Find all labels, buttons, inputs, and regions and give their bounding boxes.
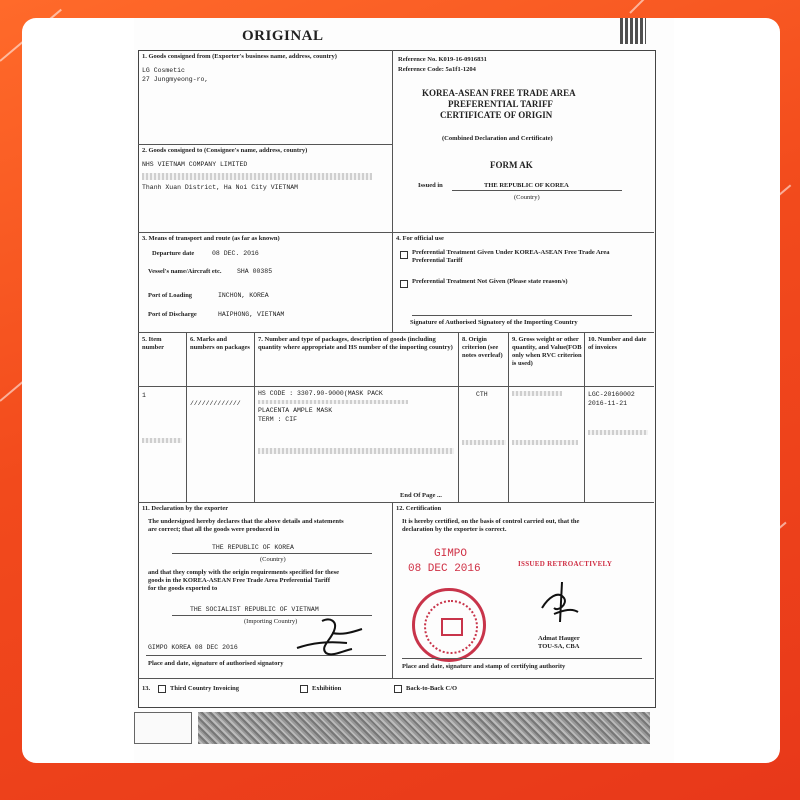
box2-label: 2. Goods consigned to (Consignee's name, address, country) [142, 147, 308, 154]
hs-code: HS CODE : 3307.90-9000(MASK PACK [258, 390, 383, 397]
col-marks: 6. Marks and numbers on packages [190, 336, 250, 351]
third-country-checkbox[interactable] [158, 685, 166, 693]
importing-signatory-caption: Signature of Authorised Signatory of the Importing Country [410, 319, 578, 326]
stamp-place: GIMPO [434, 548, 468, 560]
issued-label: Issued in [418, 182, 443, 189]
officer-org: TOU-SA, CBA [538, 643, 580, 650]
issued-country-caption: (Country) [514, 194, 540, 201]
redacted-address [142, 173, 372, 180]
col-item-number: 5. Item number [142, 336, 165, 351]
consignee-name: NHS VIETNAM COMPANY LIMITED [142, 161, 248, 168]
third-country-label: Third Country Invoicing [170, 685, 239, 692]
preferential-not-given-label: Preferential Treatment Not Given (Please state reason/s) [412, 278, 568, 285]
box1-label: 1. Goods consigned from (Exporter's business name, address, country) [142, 53, 337, 60]
producing-country: THE REPUBLIC OF KOREA [212, 544, 294, 551]
marks-value: ///////////// [190, 400, 241, 407]
end-of-page: End Of Page ... [400, 492, 442, 499]
box11-text2: are correct; that all the goods were produced in [148, 526, 280, 533]
invoice-number: LGC-20160002 [588, 391, 635, 398]
certifier-caption: Place and date, signature and stamp of certifying authority [402, 663, 566, 670]
decor-stripe [629, 0, 659, 14]
col-description: 7. Number and type of packages, description of goods (including quantity where appropriate and HS number of the importing country) [258, 336, 453, 351]
box12-text2: declaration by the exporter is correct. [402, 526, 507, 533]
form-title-line1: KOREA-ASEAN FREE TRADE AREA [422, 88, 576, 98]
redacted-line [258, 448, 454, 454]
exporter-signature [292, 613, 372, 658]
document-frame [22, 18, 780, 763]
vessel-value: SHA 00385 [237, 268, 273, 275]
bottom-box [134, 712, 192, 744]
form-name: FORM AK [490, 160, 533, 170]
box12-label: 12. Certification [396, 505, 442, 512]
redacted-weight [512, 440, 578, 445]
exhibition-checkbox[interactable] [300, 685, 308, 693]
preferential-not-given-checkbox[interactable] [400, 280, 408, 288]
discharge-label: Port of Discharge [148, 311, 197, 318]
redacted-line [258, 400, 408, 404]
box4-label: 4. For official use [396, 235, 444, 242]
box3-label: 3. Means of transport and route (as far as known) [142, 235, 280, 242]
redacted-weight [512, 391, 562, 396]
preferential-given-checkbox[interactable] [400, 251, 408, 259]
reference-number: Reference No. K019-16-0916831 [398, 56, 487, 63]
departure-value: 08 DEC. 2016 [212, 250, 259, 257]
issued-retroactively: ISSUED RETROACTIVELY [518, 560, 613, 568]
col-invoices: 10. Number and date of invoices [588, 336, 647, 351]
redacted-criterion [462, 440, 506, 445]
reference-code: Reference Code: 5a1f1-1204 [398, 66, 476, 73]
back-to-back-label: Back-to-Back C/O [406, 685, 458, 692]
redacted-barcode [198, 712, 650, 744]
vessel-label: Vessel's name/Aircraft etc. [148, 268, 222, 275]
invoice-date: 2016-11-21 [588, 400, 628, 407]
form-title-line2: PREFERENTIAL TARIFF [448, 99, 553, 109]
redacted-invoice [588, 430, 648, 435]
officer-name: Admat Hauger [538, 635, 580, 642]
loading-value: INCHON, KOREA [218, 292, 269, 299]
exporter-name: LG Cosmetic [142, 67, 185, 74]
box12-text1: It is hereby certified, on the basis of control carried out, that the [402, 518, 580, 525]
page-title: ORIGINAL [242, 28, 324, 44]
col-origin-criterion: 8. Origin criterion (see notes overleaf) [462, 336, 503, 359]
producing-country-caption: (Country) [260, 556, 286, 563]
issued-country: THE REPUBLIC OF KOREA [484, 182, 569, 189]
exporter-address: 27 Jungmyeong-ro, [142, 76, 209, 83]
col-gross-weight: 9. Gross weight or other quantity, and Value(FOB only when RVC criterion is used) [512, 336, 582, 367]
certifier-signature [534, 578, 584, 628]
box11-text3: and that they comply with the origin requirements specified for these [148, 569, 340, 576]
item-number: 1 [142, 392, 146, 399]
form-title-line3: CERTIFICATE OF ORIGIN [440, 110, 553, 120]
redacted-marks [142, 438, 182, 443]
exporter-place-date: GIMPO KOREA 08 DEC 2016 [148, 644, 238, 651]
discharge-value: HAIPHONG, VIETNAM [218, 311, 285, 318]
form-combined: (Combined Declaration and Certificate) [442, 135, 553, 142]
exporter-signature-caption: Place and date, signature of authorised signatory [148, 660, 284, 667]
box11-text5: for the goods exported to [148, 585, 218, 592]
exhibition-label: Exhibition [312, 685, 342, 692]
qr-code-icon [620, 18, 646, 44]
departure-label: Departure date [152, 250, 195, 257]
back-to-back-checkbox[interactable] [394, 685, 402, 693]
stamp-date: 08 DEC 2016 [408, 563, 481, 575]
trade-term: TERM : CIF [258, 416, 298, 423]
preferential-given-label: Preferential Treatment Given Under KOREA-ASEAN Free Trade Area Preferential Tariff [412, 249, 610, 264]
box11-text1: The undersigned hereby declares that the above details and statements [148, 518, 344, 525]
consignee-address: Thanh Xuan District, Ha Noi City VIETNAM [142, 184, 299, 191]
product-name: PLACENTA AMPLE MASK [258, 407, 333, 414]
importing-country: THE SOCIALIST REPUBLIC OF VIETNAM [190, 606, 319, 613]
box11-text4: goods in the KOREA-ASEAN Free Trade Area Preferential Tariff [148, 577, 330, 584]
origin-criterion-value: CTH [476, 391, 488, 398]
importing-country-caption: (Importing Country) [244, 618, 298, 625]
box13-label: 13. [142, 685, 151, 692]
loading-label: Port of Loading [148, 292, 193, 299]
official-seal-icon [412, 588, 486, 662]
box11-label: 11. Declaration by the exporter [142, 505, 229, 512]
